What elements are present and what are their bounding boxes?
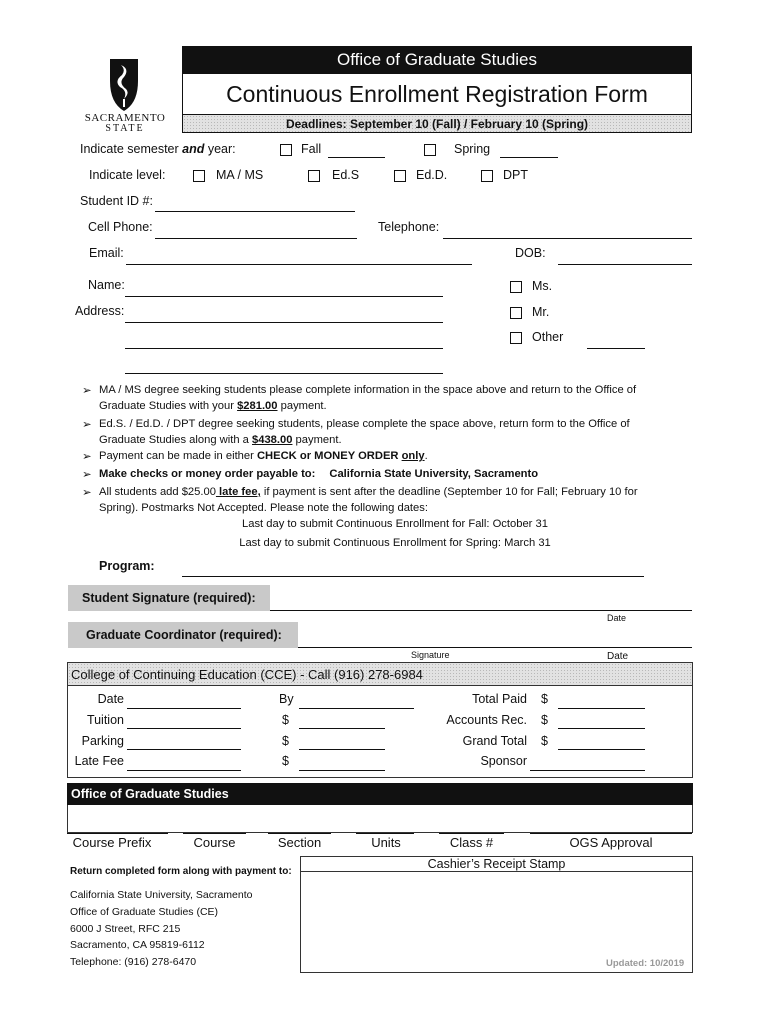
address-line-3[interactable] xyxy=(125,373,443,374)
cce-sponsor-line[interactable] xyxy=(530,770,645,771)
semester-label-post: year: xyxy=(204,142,236,156)
level-ma-ms-label: MA / MS xyxy=(216,168,264,182)
cce-dollar-2: $ xyxy=(282,734,289,748)
title-other-checkbox[interactable] xyxy=(510,332,522,344)
coordinator-signature-label: Graduate Coordinator (required): xyxy=(86,628,282,642)
email-label: Email: xyxy=(89,246,124,260)
program-label: Program: xyxy=(99,559,155,573)
ogs-section-label: Section xyxy=(277,835,322,850)
cell-phone-label: Cell Phone: xyxy=(88,220,153,234)
cce-by-label: By xyxy=(279,692,294,706)
header-title-box xyxy=(182,74,692,114)
return-address-line-1: California State University, Sacramento xyxy=(70,889,253,901)
form-title: Continuous Enrollment Registration Form xyxy=(226,80,648,107)
updated-date: Updated: 10/2019 xyxy=(606,958,685,969)
semester-label-and: and xyxy=(182,142,205,156)
name-line[interactable] xyxy=(125,296,443,297)
cce-late-fee-label: Late Fee xyxy=(74,754,124,768)
bullet-arrow-icon: ➢ xyxy=(82,487,92,499)
program-line[interactable] xyxy=(182,576,644,577)
ogs-class-number-label: Class # xyxy=(449,835,494,850)
student-id-line[interactable] xyxy=(155,211,355,212)
note-payment-tail: . xyxy=(424,450,428,462)
cce-header-bar xyxy=(67,662,693,686)
level-label: Indicate level: xyxy=(89,168,166,182)
fall-label: Fall xyxy=(301,142,322,156)
bullet-arrow-icon: ➢ xyxy=(82,419,92,431)
note-payment-text: Payment can be made in either xyxy=(99,450,257,462)
cce-header: College of Continuing Education (CCE) - Call (916) 278-6984 xyxy=(71,666,423,682)
cce-tuition-line[interactable] xyxy=(127,728,241,729)
title-mr-checkbox[interactable] xyxy=(510,307,522,319)
student-signature-label: Student Signature (required): xyxy=(82,591,256,605)
last-day-fall: Last day to submit Continuous Enrollment for Fall: October 31 xyxy=(242,518,548,530)
student-signature-date-caption: Date xyxy=(607,613,627,623)
university-logo xyxy=(80,55,170,135)
note-eds-edd xyxy=(99,416,659,448)
telephone-label: Telephone: xyxy=(378,220,440,234)
cce-grand-total-label: Grand Total xyxy=(462,734,527,748)
cce-dollar-3: $ xyxy=(282,754,289,768)
note-late-fee xyxy=(99,484,659,516)
fall-checkbox[interactable] xyxy=(280,144,292,156)
cce-date-label: Date xyxy=(97,692,124,706)
flame-emblem-icon xyxy=(80,55,170,113)
level-ma-ms-checkbox[interactable] xyxy=(193,170,205,182)
ogs-units-label: Units xyxy=(371,835,401,850)
cce-accounts-rec-label: Accounts Rec. xyxy=(446,713,527,727)
cce-middle-line-2[interactable] xyxy=(299,728,385,729)
ogs-entry-area xyxy=(67,805,693,833)
ogs-header-bar xyxy=(67,783,693,805)
logo-text-line1: SACRAMENTO xyxy=(84,112,166,124)
ogs-units-line[interactable] xyxy=(356,833,414,834)
return-telephone: Telephone: (916) 278-6470 xyxy=(70,956,197,968)
address-label: Address: xyxy=(75,304,125,318)
note-ma-ms-text: MA / MS degree seeking students please complete information in the space above and return to the Office of Graduate Studies with your xyxy=(99,384,637,412)
level-dpt-checkbox[interactable] xyxy=(481,170,493,182)
ogs-course-prefix-line[interactable] xyxy=(67,833,168,834)
cce-middle-line-4[interactable] xyxy=(299,770,385,771)
student-signature-line[interactable] xyxy=(270,610,692,611)
level-eds-label: Ed.S xyxy=(332,168,360,182)
return-label: Return completed form along with payment to: xyxy=(70,866,292,877)
return-address-line-4: Sacramento, CA 95819-6112 xyxy=(70,939,205,951)
last-day-spring: Last day to submit Continuous Enrollment for Spring: March 31 xyxy=(239,537,551,549)
level-edd-label: Ed.D. xyxy=(416,168,448,182)
bullet-arrow-icon: ➢ xyxy=(82,385,92,397)
cce-middle-line-3[interactable] xyxy=(299,749,385,750)
address-line-1[interactable] xyxy=(125,322,443,323)
header-office-bar xyxy=(182,46,692,74)
return-address-line-2: Office of Graduate Studies (CE) xyxy=(70,906,219,918)
note-ma-ms-tail: payment. xyxy=(277,400,327,412)
cell-phone-line[interactable] xyxy=(155,238,357,239)
deadlines-bar xyxy=(182,114,692,133)
level-eds-checkbox[interactable] xyxy=(308,170,320,182)
note-payment xyxy=(99,448,659,464)
title-ms-label: Ms. xyxy=(532,279,553,293)
note-payable-lead: Make checks or money order payable to: xyxy=(99,468,316,480)
ogs-course-prefix-label: Course Prefix xyxy=(72,835,152,850)
cce-total-paid-line[interactable] xyxy=(558,708,645,709)
level-edd-checkbox[interactable] xyxy=(394,170,406,182)
bullet-arrow-icon: ➢ xyxy=(82,469,92,481)
note-ma-ms xyxy=(99,382,659,414)
ogs-course-label: Course xyxy=(193,835,236,850)
cce-grand-total-dollar: $ xyxy=(541,734,548,748)
note-late-fee-tail: if payment is sent after the deadline (September 10 for Fall; February 10 for Spring). Postmarks Not Accepted. Please note the following dates: xyxy=(99,486,638,514)
cce-parking-line[interactable] xyxy=(127,749,241,750)
ogs-approval-line[interactable] xyxy=(530,833,692,834)
cce-date-line[interactable] xyxy=(127,708,241,709)
semester-label-pre: Indicate semester xyxy=(80,142,183,156)
ogs-course-line[interactable] xyxy=(183,833,246,834)
header-office-label: Office of Graduate Studies xyxy=(336,50,538,69)
cce-dollar-1: $ xyxy=(282,713,289,727)
spring-checkbox[interactable] xyxy=(424,144,436,156)
return-address-line-3: 6000 J Street, RFC 215 xyxy=(70,923,181,935)
cce-tuition-label: Tuition xyxy=(86,713,124,727)
student-id-label: Student ID #: xyxy=(80,194,153,208)
coordinator-signature-label-box xyxy=(68,622,298,648)
cce-sponsor-label: Sponsor xyxy=(480,754,527,768)
cce-late-fee-line[interactable] xyxy=(127,770,241,771)
logo-text-line2: STATE xyxy=(105,123,145,134)
address-line-2[interactable] xyxy=(125,348,443,349)
dob-line[interactable] xyxy=(558,264,692,265)
note-ma-ms-amount: $281.00 xyxy=(237,400,278,412)
name-label: Name: xyxy=(88,278,125,292)
note-late-fee-label: late fee, xyxy=(215,486,261,498)
level-dpt-label: DPT xyxy=(503,168,528,182)
cce-grand-total-line[interactable] xyxy=(558,749,645,750)
student-signature-label-box xyxy=(68,585,270,611)
note-payment-bold: CHECK or MONEY ORDER xyxy=(256,450,402,462)
receipt-stamp-header xyxy=(300,856,693,872)
cce-total-paid-label: Total Paid xyxy=(472,692,527,706)
note-payable-payee: California State University, Sacramento xyxy=(329,468,539,480)
note-payment-only: only xyxy=(401,450,425,462)
ogs-class-number-line[interactable] xyxy=(439,833,504,834)
receipt-stamp-label: Cashier’s Receipt Stamp xyxy=(427,856,566,871)
title-mr-label: Mr. xyxy=(532,305,550,319)
ogs-section-line[interactable] xyxy=(268,833,331,834)
cce-by-line[interactable] xyxy=(299,708,414,709)
semester-label xyxy=(80,142,236,156)
coordinator-signature-caption: Signature xyxy=(411,650,450,660)
title-other-line[interactable] xyxy=(587,348,645,349)
cce-accounts-rec-line[interactable] xyxy=(558,728,645,729)
note-payable xyxy=(99,466,659,482)
deadlines-text: Deadlines: September 10 (Fall) / February 10 (Spring) xyxy=(285,116,589,131)
title-other-label: Other xyxy=(532,330,564,344)
note-eds-edd-amount: $438.00 xyxy=(252,434,293,446)
fall-year-line[interactable] xyxy=(328,157,385,158)
coordinator-signature-line[interactable] xyxy=(298,647,692,648)
receipt-stamp-box[interactable] xyxy=(300,856,693,973)
spring-label: Spring xyxy=(454,142,491,156)
note-eds-edd-text: Ed.S. / Ed.D. / DPT degree seeking students, please complete the space above, return form to the Office of Graduate Studies along with a xyxy=(99,418,630,446)
title-ms-checkbox[interactable] xyxy=(510,281,522,293)
note-late-fee-text: All students add $25.00 xyxy=(99,486,216,498)
cce-parking-label: Parking xyxy=(81,734,124,748)
ogs-approval-label: OGS Approval xyxy=(569,835,653,850)
bullet-arrow-icon: ➢ xyxy=(82,451,92,463)
email-line[interactable] xyxy=(126,264,472,265)
dob-label: DOB: xyxy=(515,246,546,260)
spring-year-line[interactable] xyxy=(500,157,558,158)
cce-total-paid-dollar: $ xyxy=(541,692,548,706)
coordinator-date-caption: Date xyxy=(607,651,629,662)
ogs-header: Office of Graduate Studies xyxy=(71,787,229,801)
note-eds-edd-tail: payment. xyxy=(292,434,342,446)
telephone-line[interactable] xyxy=(443,238,692,239)
cce-accounts-rec-dollar: $ xyxy=(541,713,548,727)
